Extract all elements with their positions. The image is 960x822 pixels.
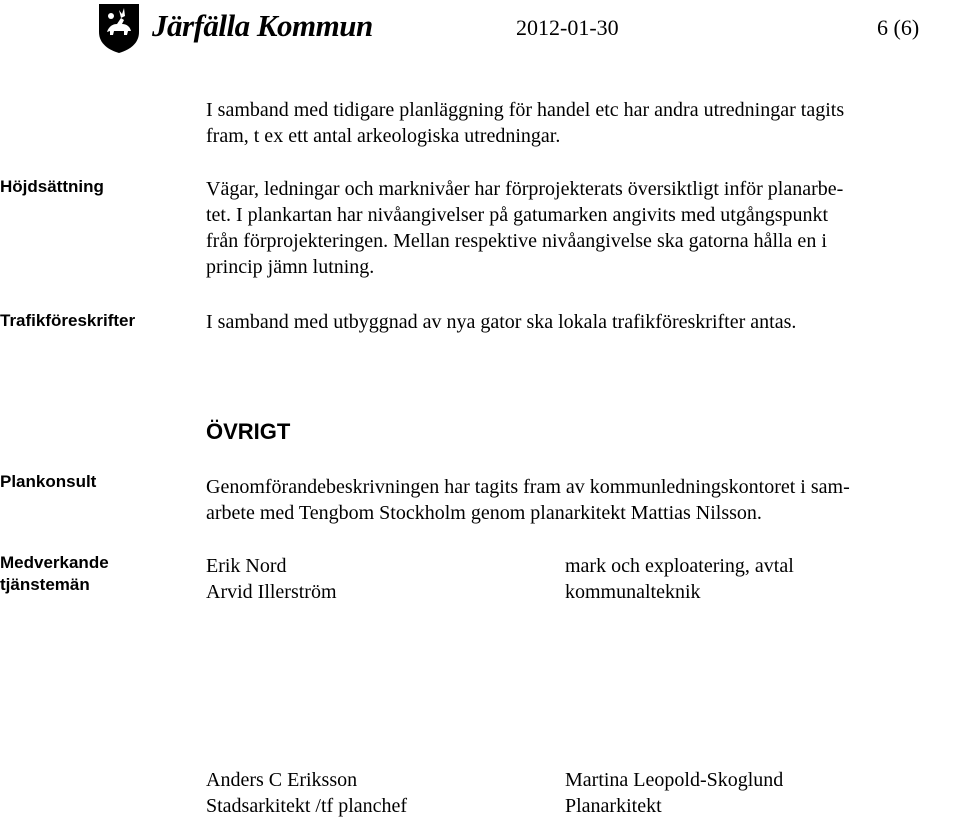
medverkande-label-line: Medverkande [0,553,109,572]
hojdsattning-paragraph [206,176,956,280]
signatory-name: Martina Leopold-Skoglund [565,769,784,791]
staff-person-name: Arvid Illerström [206,581,337,603]
hojdsattning-line: princip jämn lutning. [206,256,375,278]
intro-paragraph [206,97,956,149]
signatory-name: Anders C Eriksson [206,769,358,791]
margin-label-medverkande [0,552,109,596]
trafik-paragraph [206,309,956,335]
hojdsattning-line: från förprojekteringen. Mellan respektive nivåangivelse ska gatorna hålla en i [206,230,827,252]
org-wordmark: Järfälla Kommun [152,8,373,43]
staff-person-name: Erik Nord [206,555,287,577]
staff-person-role: mark och exploatering, avtal [565,555,794,577]
margin-label-plankonsult: Plankonsult [0,472,97,491]
trafik-line: I samband med utbyggnad av nya gator ska lokala trafikföreskrifter antas. [206,311,797,333]
margin-label-trafikforeskrifter: Trafikföreskrifter [0,311,136,330]
signatory-title: Stadsarkitekt /tf planchef [206,795,408,817]
page-number: 6 (6) [877,15,920,40]
margin-label-hojdsattning: Höjdsättning [0,177,104,196]
plankonsult-line: Genomförandebeskrivningen har tagits fram av kommunledningskontoret i sam- [206,476,850,498]
coat-of-arms-icon [97,2,141,54]
plankonsult-line: arbete med Tengbom Stockholm genom planarkitekt Mattias Nilsson. [206,502,762,524]
municipality-logo [97,2,373,54]
staff-person-role: kommunalteknik [565,581,701,603]
medverkande-label-line: tjänstemän [0,575,90,594]
document-date: 2012-01-30 [516,15,619,40]
intro-line: I samband med tidigare planläggning för handel etc har andra utredningar tagits [206,99,845,121]
section-heading-ovrigt: ÖVRIGT [206,419,291,444]
signatory-title: Planarkitekt [565,795,662,817]
hojdsattning-line: Vägar, ledningar och marknivåer har förprojekterats översiktligt inför planarbe- [206,178,844,200]
plankonsult-paragraph [206,474,956,526]
intro-line: fram, t ex ett antal arkeologiska utredningar. [206,125,561,147]
hojdsattning-line: tet. I plankartan har nivåangivelser på gatumarken angivits med utgångspunkt [206,204,829,226]
